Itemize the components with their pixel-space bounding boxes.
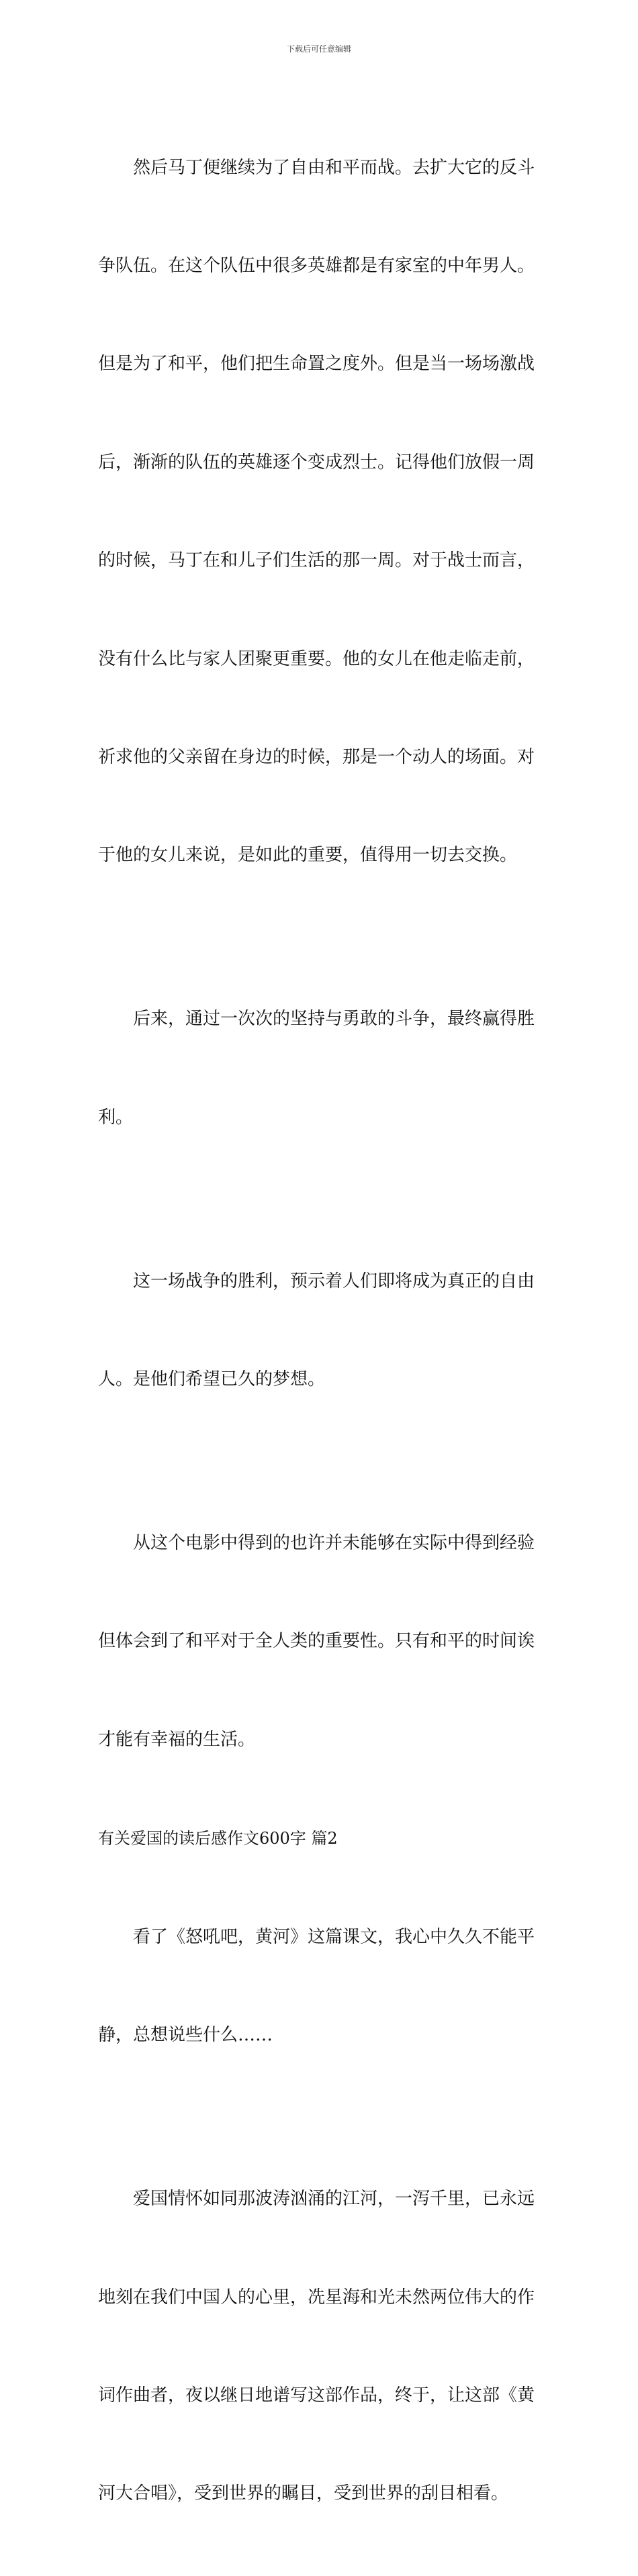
paragraph-5 bbox=[98, 1855, 541, 2117]
paragraph-3 bbox=[98, 1199, 541, 1461]
text-line: 才能有幸福的生活。 bbox=[98, 1729, 256, 1750]
text-line: 看了《怒吼吧，黄河》这篇课文，我心中久久不能平 bbox=[133, 1926, 535, 1947]
text-line: 人。是他们希望已久的梦想。 bbox=[98, 1369, 326, 1390]
text-line: 但是为了和平，他们把生命置之度外。但是当一场场激战 bbox=[98, 354, 535, 375]
text-line: 的时候，马丁在和儿子们生活的那一周。对于战士而言， bbox=[98, 550, 535, 571]
section-heading: 有关爱国的读后感作文600字 篇2 bbox=[98, 1829, 338, 1848]
paragraph-6 bbox=[98, 2118, 541, 2576]
text-line: 这一场战争的胜利，预示着人们即将成为真正的自由 bbox=[133, 1271, 535, 1291]
text-line: 没有什么比与家人团聚更重要。他的女儿在他走临走前， bbox=[98, 648, 535, 669]
text-line: 词作曲者，夜以继日地谱写这部作品，终于，让这部《黄 bbox=[98, 2385, 535, 2406]
text-line: 然后马丁便继续为了自由和平而战。去扩大它的反斗 bbox=[133, 157, 535, 178]
text-line: 河大合唱》，受到世界的瞩目，受到世界的刮目相看。 bbox=[98, 2483, 509, 2504]
text-line: 利。 bbox=[98, 1107, 134, 1128]
text-line: 静，总想说些什么…… bbox=[98, 2025, 273, 2046]
text-line: 但体会到了和平对于全人类的重要性。只有和平的时间诶 bbox=[98, 1631, 535, 1652]
text-line: 地刻在我们中国人的心里，冼星海和光未然两位伟大的作 bbox=[98, 2287, 535, 2308]
text-line: 争队伍。在这个队伍中很多英雄都是有家室的中年男人。 bbox=[98, 255, 535, 276]
text-line: 后，渐渐的队伍的英雄逐个变成烈士。记得他们放假一周 bbox=[98, 452, 535, 473]
paragraph-1 bbox=[98, 86, 541, 938]
page-header-note: 下载后可任意编辑 bbox=[286, 44, 351, 54]
paragraph-4 bbox=[98, 1461, 541, 1822]
text-line: 祈求他的父亲留在身边的时候，那是一个动人的场面。对 bbox=[98, 746, 535, 767]
text-line: 爱国情怀如同那波涛汹涌的江河，一泻千里，已永远 bbox=[133, 2189, 535, 2210]
paragraph-2 bbox=[98, 938, 541, 1199]
document-body bbox=[98, 86, 541, 2576]
text-line: 后来，通过一次次的坚持与勇敢的斗争，最终赢得胜 bbox=[133, 1009, 535, 1030]
text-line: 从这个电影中得到的也许并未能够在实际中得到经验 bbox=[133, 1533, 535, 1554]
text-line: 于他的女儿来说，是如此的重要，值得用一切去交换。 bbox=[98, 845, 518, 866]
